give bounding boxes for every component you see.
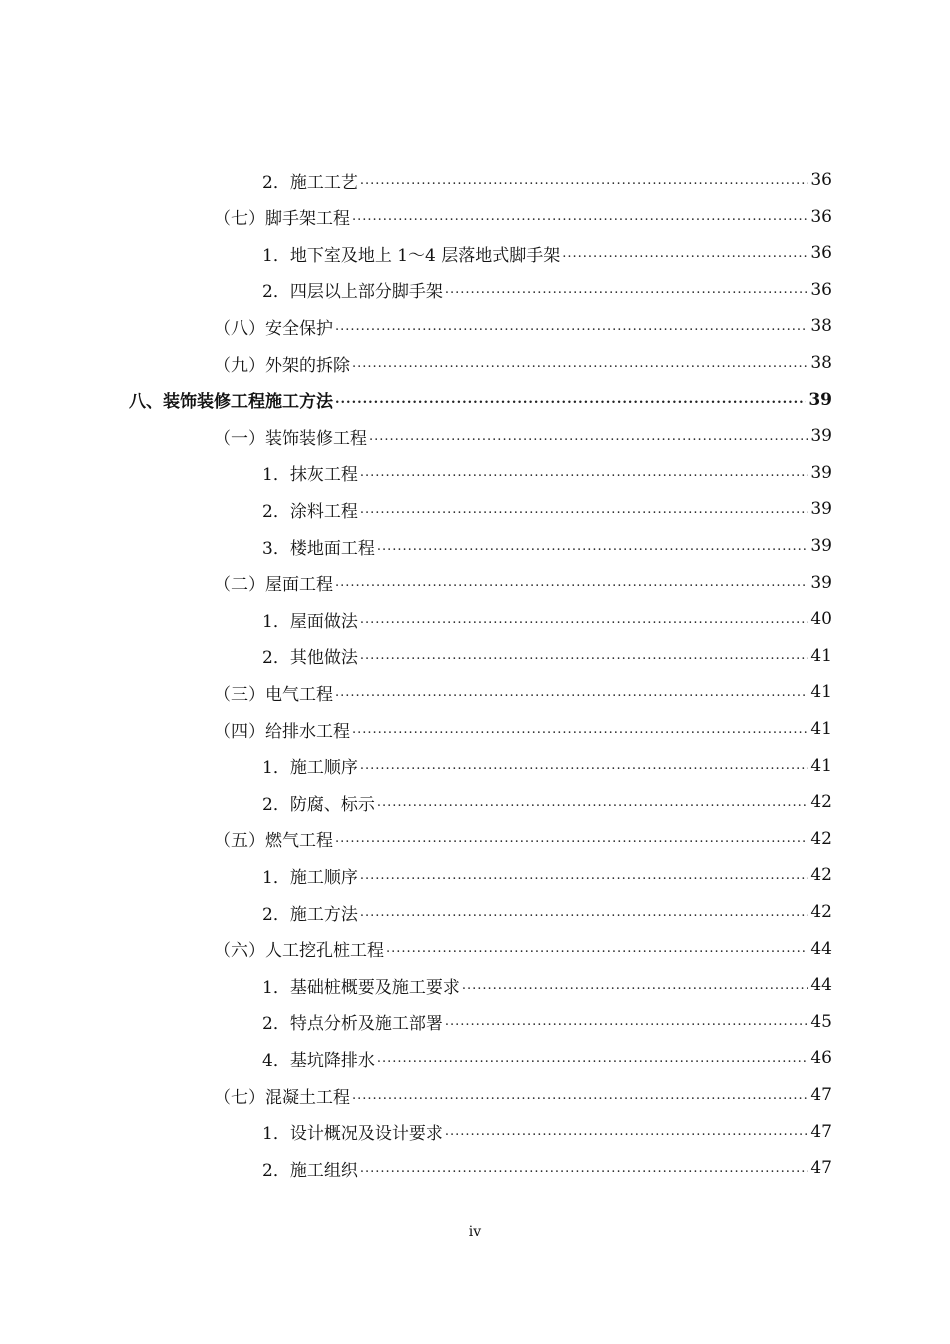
toc-entry-page: 39 [810,572,832,593]
toc-entry-label: 1．基础桩概要及施工要求 [262,977,460,998]
toc-entry-page: 39 [810,499,832,520]
dot-leader [360,648,809,663]
toc-entry-label: 2．其他做法 [262,648,358,669]
dot-leader [360,905,809,920]
dot-leader [335,831,808,846]
toc-entry-label: （九）外架的拆除 [214,355,350,376]
dot-leader [360,758,809,773]
toc-entry-page: 36 [810,243,832,264]
toc-entry-label: （七）脚手架工程 [214,209,350,230]
toc-entry-page: 47 [810,1121,832,1142]
toc-entry[interactable] [262,1040,832,1076]
toc-entry-page: 45 [810,1011,832,1032]
dot-leader [369,429,808,444]
dot-leader [352,1088,808,1103]
toc-entry[interactable] [262,528,832,564]
dot-leader [352,356,808,371]
dot-leader [360,1161,809,1176]
toc-entry-page: 39 [810,536,832,556]
toc-entry-page: 36 [810,170,832,190]
dot-leader [462,978,809,993]
toc-entry-label: 1．屋面做法 [262,611,358,632]
toc-entry[interactable] [262,894,832,930]
toc-entry-label: 八、装饰装修工程施工方法 [129,392,333,413]
toc-entry-page: 42 [810,865,832,886]
toc-entry-page: 44 [810,975,832,996]
toc-entry-page: 39 [810,462,832,483]
toc-entry-label: 2．特点分析及施工部署 [262,1014,443,1035]
dot-leader [352,722,808,737]
toc-entry[interactable] [262,857,832,893]
toc-entry-label: 2．施工方法 [262,904,358,925]
toc-entry-page: 36 [810,206,832,227]
toc-entry-page: 38 [810,353,832,373]
toc-entry-page: 39 [808,389,832,410]
dot-leader [352,209,808,224]
toc-entry-label: （二）屋面工程 [214,575,333,596]
toc-entry-label: （六）人工挖孔桩工程 [214,941,384,962]
toc-entry-label: （三）电气工程 [214,684,333,705]
toc-entry-label: 2．涂料工程 [262,501,358,522]
toc-entry-page: 41 [810,682,832,703]
dot-leader [335,392,806,407]
toc-entry-label: 1．抹灰工程 [262,465,358,486]
toc-entry-label: 4．基坑降排水 [262,1050,375,1071]
page-number: iv [468,1224,482,1240]
toc-entry-page: 42 [810,902,832,922]
toc-entry-page: 47 [810,1085,832,1105]
toc-entry-label: 2．施工组织 [262,1160,358,1181]
dot-leader [335,319,808,334]
dot-leader [335,575,808,590]
toc-entry-label: 1．设计概况及设计要求 [262,1124,443,1145]
toc-entry-page: 38 [810,316,832,337]
toc-entry-label: 2．防腐、标示 [262,794,375,815]
toc-entry[interactable] [262,601,832,637]
toc-entry-label: （七）混凝土工程 [214,1087,350,1108]
toc-entry[interactable] [129,382,832,418]
toc-entry-label: 1．地下室及地上 1～4 层落地式脚手架 [262,245,561,266]
toc-entry[interactable] [262,967,832,1003]
toc-entry-page: 44 [810,938,832,959]
toc-entry[interactable] [214,199,832,235]
dot-leader [445,1124,809,1139]
toc-entry[interactable] [214,1077,832,1113]
toc-entry-label: 2．四层以上部分脚手架 [262,282,443,303]
toc-entry[interactable] [262,162,832,198]
toc-entry-label: （八）安全保护 [214,318,333,339]
toc-entry-page: 39 [810,426,832,447]
toc-entry[interactable] [262,491,832,527]
dot-leader [335,685,808,700]
toc-entry[interactable] [262,784,832,820]
dot-leader [360,502,809,517]
dot-leader [360,173,809,188]
dot-leader [377,795,809,810]
toc-entry[interactable] [214,308,832,344]
toc-entry[interactable] [262,235,832,271]
toc-entry-page: 42 [810,828,832,849]
toc-entry[interactable] [214,821,832,857]
toc-entry-label: （四）给排水工程 [214,721,350,742]
dot-leader [360,612,809,627]
toc-entry[interactable] [262,638,832,674]
toc-entry-page: 40 [810,609,832,630]
toc-entry[interactable] [214,674,832,710]
toc-entry[interactable] [214,711,832,747]
toc-entry[interactable] [262,748,832,784]
toc-entry[interactable] [262,272,832,308]
toc-entry-label: 1．施工顺序 [262,758,358,779]
toc-entry-label: （五）燃气工程 [214,831,333,852]
dot-leader [360,465,809,480]
dot-leader [360,868,809,883]
toc-entry-label: （一）装饰装修工程 [214,428,367,449]
toc-entry-page: 47 [810,1158,832,1179]
toc-entry-page: 36 [810,279,832,300]
toc-entry-label: 2．施工工艺 [262,172,358,193]
toc-entry[interactable] [262,455,832,491]
toc-entry[interactable] [214,345,832,381]
toc-entry-label: 1．施工顺序 [262,867,358,888]
toc-entry[interactable] [214,418,832,454]
toc-entry-label: 3．楼地面工程 [262,538,375,559]
toc-entry-page: 42 [810,792,832,813]
toc-entry[interactable] [262,1150,832,1186]
toc-entry-page: 46 [810,1048,832,1069]
toc-entry[interactable] [262,1114,832,1150]
dot-leader [445,1014,809,1029]
toc-entry[interactable] [262,1004,832,1040]
dot-leader [377,539,809,554]
toc-entry-page: 41 [810,719,832,739]
dot-leader [562,246,808,261]
dot-leader [386,941,808,956]
dot-leader [377,1051,809,1066]
toc-entry[interactable] [214,565,832,601]
dot-leader [445,282,809,297]
toc-entry[interactable] [214,931,832,967]
toc-entry-page: 41 [810,755,832,776]
toc-entry-page: 41 [810,645,832,666]
